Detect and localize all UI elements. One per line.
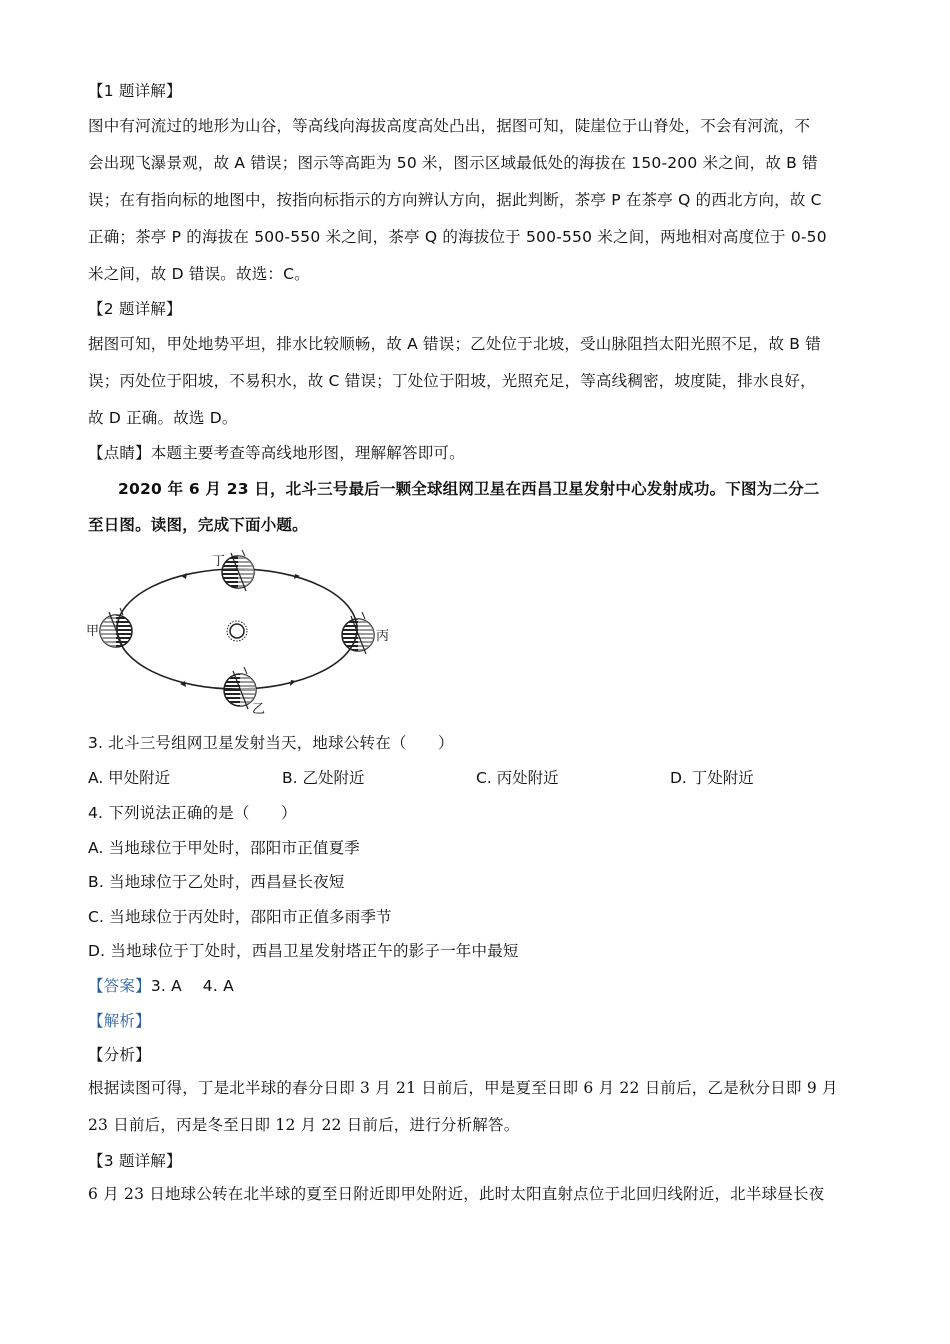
- label-ding: 丁: [212, 554, 226, 569]
- earth-bing: [342, 612, 374, 654]
- q4-stem: 4. 下列说法正确的是（ ）: [88, 804, 297, 822]
- q2-line-1: 据图可知，甲处地势平坦，排水比较顺畅，故 A 错误；乙处位于北坡，受山脉阻挡太阳光照不足，故 B 错: [88, 335, 821, 353]
- q3-option-a[interactable]: A. 甲处附近: [88, 769, 171, 787]
- q1-line-4: 正确；茶亭 P 的海拔在 500-550 米之间，茶亭 Q 的海拔位于 500-550 米之间，两地相对高度位于 0-50: [88, 228, 827, 246]
- fenxi-line-2: 23 日前后，丙是冬至日即 12 月 22 日前后，进行分析解答。: [88, 1116, 520, 1134]
- label-yi: 乙: [252, 702, 266, 717]
- q3-option-c[interactable]: C. 丙处附近: [476, 769, 559, 787]
- q3-detail-header: 【3 题详解】: [88, 1152, 182, 1170]
- q4-option-c[interactable]: C. 当地球位于丙处时，邵阳市正值多雨季节: [88, 908, 392, 926]
- q2-line-3: 故 D 正确。故选 D。: [88, 409, 238, 427]
- analysis-label: 【解析】: [88, 1012, 151, 1030]
- q4-option-d[interactable]: D. 当地球位于丁处时，西昌卫星发射塔正午的影子一年中最短: [88, 942, 519, 960]
- orbit-arrow-bottom-right: [290, 680, 296, 686]
- label-jia: 甲: [86, 624, 100, 639]
- q4-option-a[interactable]: A. 当地球位于甲处时，邵阳市正值夏季: [88, 839, 360, 857]
- earth-jia: [100, 608, 132, 650]
- q2-line-2: 误；丙处位于阳坡，不易积水，故 C 错误；丁处位于阳坡，光照充足，等高线稠密，坡度陡，排水良好，: [88, 372, 816, 390]
- label-bing: 丙: [376, 629, 390, 644]
- sun-icon: [227, 621, 247, 641]
- q3-detail-line-1: 6 月 23 日地球公转在北半球的夏至日附近即甲处附近，此时太阳直射点位于北回归线附近，北半球昼长夜: [88, 1185, 825, 1203]
- answer-line: [88, 975, 868, 997]
- q1-line-3: 误；在有指向标的地图中，按指向标指示的方向辨认方向，据此判断，茶亭 P 在茶亭 Q 的西北方向，故 C: [88, 191, 822, 209]
- fenxi-header: 【分析】: [88, 1046, 151, 1064]
- q2-header: 【2 题详解】: [88, 300, 182, 318]
- orbit-diagram: [86, 545, 390, 720]
- intro-line-2: 至日图。读图，完成下面小题。: [88, 516, 308, 534]
- fenxi-line-1: 根据读图可得，丁是北半球的春分日即 3 月 21 日前后，甲是夏至日即 6 月 22 日前后，乙是秋分日即 9 月: [88, 1079, 838, 1097]
- intro-line-1: 2020 年 6 月 23 日，北斗三号最后一颗全球组网卫星在西昌卫星发射中心发射成功。下图为二分二: [118, 480, 820, 498]
- q3-option-d[interactable]: D. 丁处附近: [670, 769, 754, 787]
- orbit-arrow-top-left: [181, 573, 187, 579]
- q3-option-b[interactable]: B. 乙处附近: [282, 769, 365, 787]
- q3-stem: 3. 北斗三号组网卫星发射当天，地球公转在（ ）: [88, 734, 454, 752]
- q4-option-b[interactable]: B. 当地球位于乙处时，西昌昼长夜短: [88, 873, 345, 891]
- point-note: 【点睛】本题主要考查等高线地形图，理解解答即可。: [88, 444, 465, 462]
- earth-ding: [222, 550, 254, 591]
- answer-value: 3. A 4. A: [150, 977, 234, 995]
- answer-label: 【答案】: [88, 977, 151, 995]
- q1-line-2: 会出现飞瀑景观，故 A 错误；图示等高距为 50 米，图示区域最低处的海拔在 150-200 米之间，故 B 错: [88, 154, 818, 172]
- q1-line-1: 图中有河流过的地形为山谷，等高线向海拔高度高处凸出，据图可知，陡崖位于山脊处，不会有河流，不: [88, 117, 811, 135]
- q1-line-5: 米之间，故 D 错误。故选：C。: [88, 265, 310, 283]
- q1-header: 【1 题详解】: [88, 82, 182, 100]
